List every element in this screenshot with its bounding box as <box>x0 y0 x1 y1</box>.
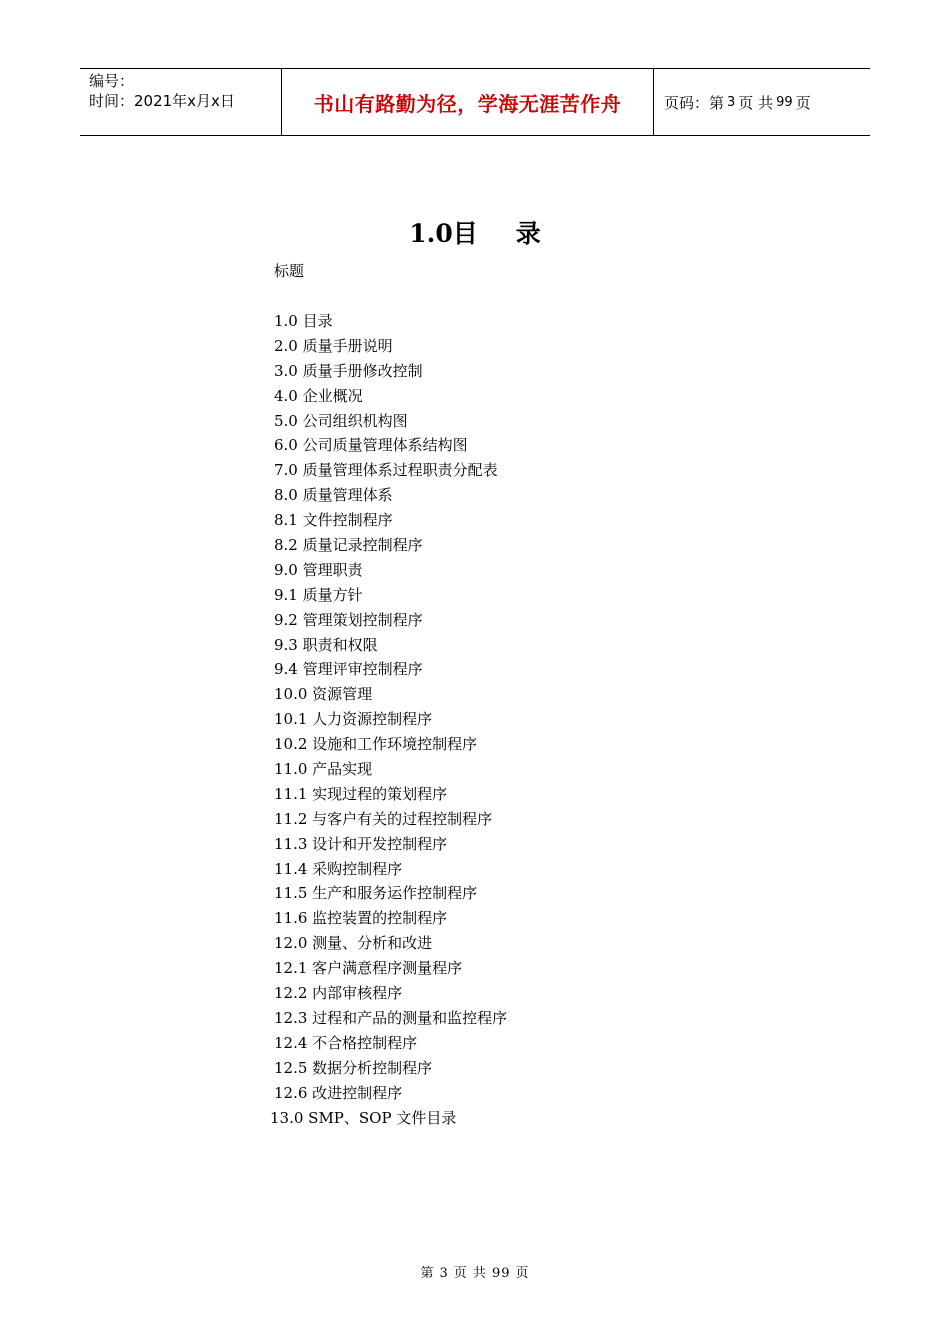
header-motto-cell <box>281 69 654 135</box>
toc-item: 11.1 实现过程的策划程序 <box>274 784 448 803</box>
toc-item: 4.0 企业概况 <box>274 386 363 405</box>
document-number-label: 编号： <box>89 72 135 90</box>
toc-item: 7.0 质量管理体系过程职责分配表 <box>274 461 498 480</box>
toc-item: 9.1 质量方针 <box>274 585 363 604</box>
toc-item: 12.6 改进控制程序 <box>274 1083 403 1102</box>
header-page-mid: 页 共 <box>738 93 774 112</box>
toc-item: 11.5 生产和服务运作控制程序 <box>274 884 478 903</box>
footer-prefix: 第 <box>420 1266 435 1281</box>
toc-item: 3.0 质量手册修改控制 <box>274 361 423 380</box>
footer-page-total: 99 <box>491 1266 511 1281</box>
toc-item: 13.0 SMP、SOP 文件目录 <box>270 1108 457 1127</box>
header-page-suffix: 页 <box>795 93 811 112</box>
toc-item: 8.0 质量管理体系 <box>274 486 393 505</box>
toc-item: 8.2 质量记录控制程序 <box>274 536 423 555</box>
header-motto: 书山有路勤为径，学海无涯苦作舟 <box>313 91 622 116</box>
toc-item: 9.4 管理评审控制程序 <box>274 660 423 679</box>
toc-item: 10.2 设施和工作环境控制程序 <box>274 735 478 754</box>
toc-item: 9.3 职责和权限 <box>274 635 378 654</box>
toc-item: 11.2 与客户有关的过程控制程序 <box>274 809 493 828</box>
document-title-left: 1.0目 <box>409 219 478 248</box>
toc-item: 10.0 资源管理 <box>274 685 373 704</box>
toc-item: 12.4 不合格控制程序 <box>274 1033 418 1052</box>
toc-item: 11.3 设计和开发控制程序 <box>274 834 448 853</box>
toc-item: 10.1 人力资源控制程序 <box>274 710 433 729</box>
footer-suffix: 页 <box>515 1266 530 1281</box>
toc-item: 11.0 产品实现 <box>274 760 373 779</box>
document-title <box>0 214 950 250</box>
header-page-cell <box>654 69 870 135</box>
toc-item: 9.0 管理职责 <box>274 560 363 579</box>
toc-item: 12.1 客户满意程序测量程序 <box>274 959 463 978</box>
footer-page-current: 3 <box>439 1266 449 1281</box>
toc-item: 11.4 采购控制程序 <box>274 859 403 878</box>
toc-item: 12.0 测量、分析和改进 <box>274 934 433 953</box>
page-header <box>80 68 870 136</box>
toc-item: 9.2 管理策划控制程序 <box>274 610 423 629</box>
toc-item: 12.2 内部审核程序 <box>274 984 403 1003</box>
toc-item: 6.0 公司质量管理体系结构图 <box>274 436 468 455</box>
toc-item: 8.1 文件控制程序 <box>274 511 393 530</box>
header-page-total: 99 <box>776 94 793 110</box>
toc-item: 12.3 过程和产品的测量和监控程序 <box>274 1008 508 1027</box>
toc-item: 2.0 质量手册说明 <box>274 336 393 355</box>
table-of-contents <box>270 309 508 1130</box>
footer-mid: 页 共 <box>453 1266 487 1281</box>
header-meta-cell <box>80 69 281 135</box>
header-page-current: 3 <box>727 94 736 110</box>
toc-item: 1.0 目录 <box>274 312 333 330</box>
document-title-right: 录 <box>515 219 541 248</box>
toc-item: 5.0 公司组织机构图 <box>274 411 408 430</box>
header-page-prefix: 页码：第 <box>664 93 725 112</box>
page-footer <box>0 1262 950 1281</box>
toc-column-heading: 标题 <box>274 262 305 280</box>
toc-item: 11.6 监控装置的控制程序 <box>274 909 448 928</box>
toc-item: 12.5 数据分析控制程序 <box>274 1058 433 1077</box>
document-date-label: 时间：2021年x月x日 <box>89 92 235 110</box>
